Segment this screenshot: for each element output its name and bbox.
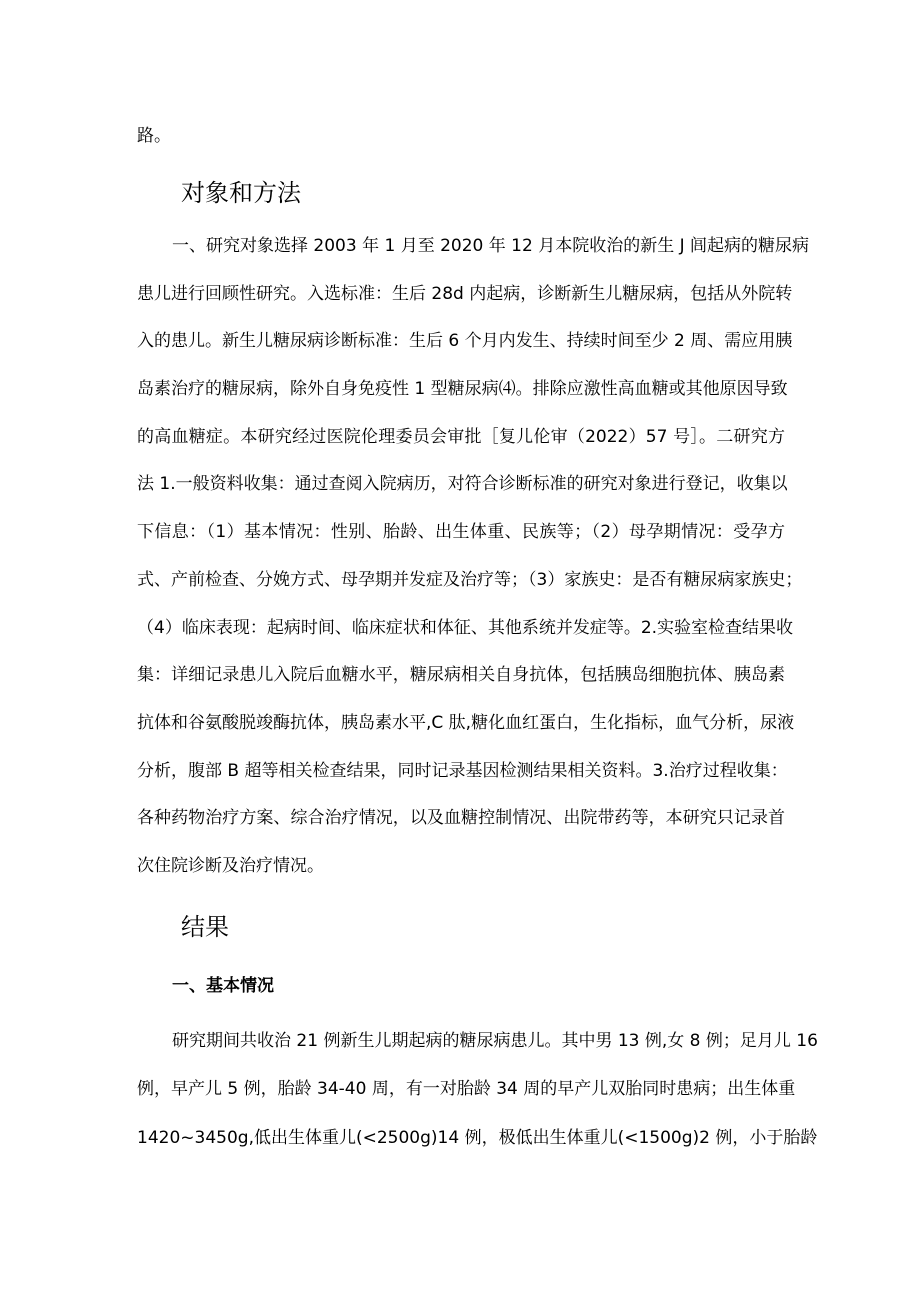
results-line: 1420~3450g,低出生体重儿(<2500g)14 例，极低出生体重儿(<1500g)2 例，小于胎龄	[137, 1128, 818, 1148]
results-line: 例，早产儿 5 例，胎龄 34-40 周，有一对胎龄 34 周的早产儿双胎同时患病；出生体重	[137, 1079, 796, 1099]
methods-line: 患儿进行回顾性研究。入选标准：生后 28d 内起病，诊断新生儿糖尿病，包括从外院转	[137, 284, 793, 304]
methods-line: 下信息：（1）基本情况：性别、胎龄、出生体重、民族等；（2）母孕期情况：受孕方	[137, 522, 785, 542]
methods-line: 各种药物治疗方案、综合治疗情况，以及血糖控制情况、出院带药等，本研究只记录首	[137, 808, 785, 828]
section-heading-methods: 对象和方法	[181, 179, 301, 207]
methods-line: 岛素治疗的糖尿病，除外自身免疫性 1 型糖尿病⑷。排除应激性高血糖或其他原因导致	[137, 379, 788, 399]
methods-line: 分析，腹部 B 超等相关检查结果，同时记录基因检测结果相关资料。3.治疗过程收集：	[137, 761, 788, 781]
methods-line: 式、产前检查、分娩方式、母孕期并发症及治疗等；（3）家族史：是否有糖尿病家族史；	[137, 570, 803, 590]
methods-line: 一、研究对象选择 2003 年 1 月至 2020 年 12 月本院收治的新生 J 闾起病的糖尿病	[172, 236, 810, 256]
methods-line-last: 次住院诊断及治疗情况。	[137, 856, 324, 876]
paragraph-line-top: 路。	[137, 126, 171, 146]
methods-line: （4）临床表现：起病时间、临床症状和体征、其他系统并发症等。2.实验室检查结果收	[137, 618, 794, 638]
section-heading-results: 结果	[181, 913, 229, 941]
results-line: 研究期间共收治 21 例新生儿期起病的糖尿病患儿。其中男 13 例,女 8 例；足月儿 16	[172, 1031, 818, 1051]
methods-line: 法 1.一般资料收集：通过查阅入院病历，对符合诊断标准的研究对象进行登记，收集以	[137, 474, 788, 494]
methods-line: 的高血糖症。本研究经过医院伦理委员会审批［复儿伦审（2022）57 号］。二研究方	[137, 427, 785, 447]
results-subheading: 一、基本情况	[172, 976, 274, 996]
methods-line: 集：详细记录患儿入院后血糖水平，糖尿病相关自身抗体，包括胰岛细胞抗体、胰岛素	[137, 665, 785, 685]
methods-line: 入的患儿。新生儿糖尿病诊断标准：生后 6 个月内发生、持续时间至少 2 周、需应用胰	[137, 331, 793, 351]
methods-line: 抗体和谷氨酸脱竣酶抗体，胰岛素水平,C 肽,糖化血红蛋白，生化指标，血气分析，尿液	[137, 713, 795, 733]
